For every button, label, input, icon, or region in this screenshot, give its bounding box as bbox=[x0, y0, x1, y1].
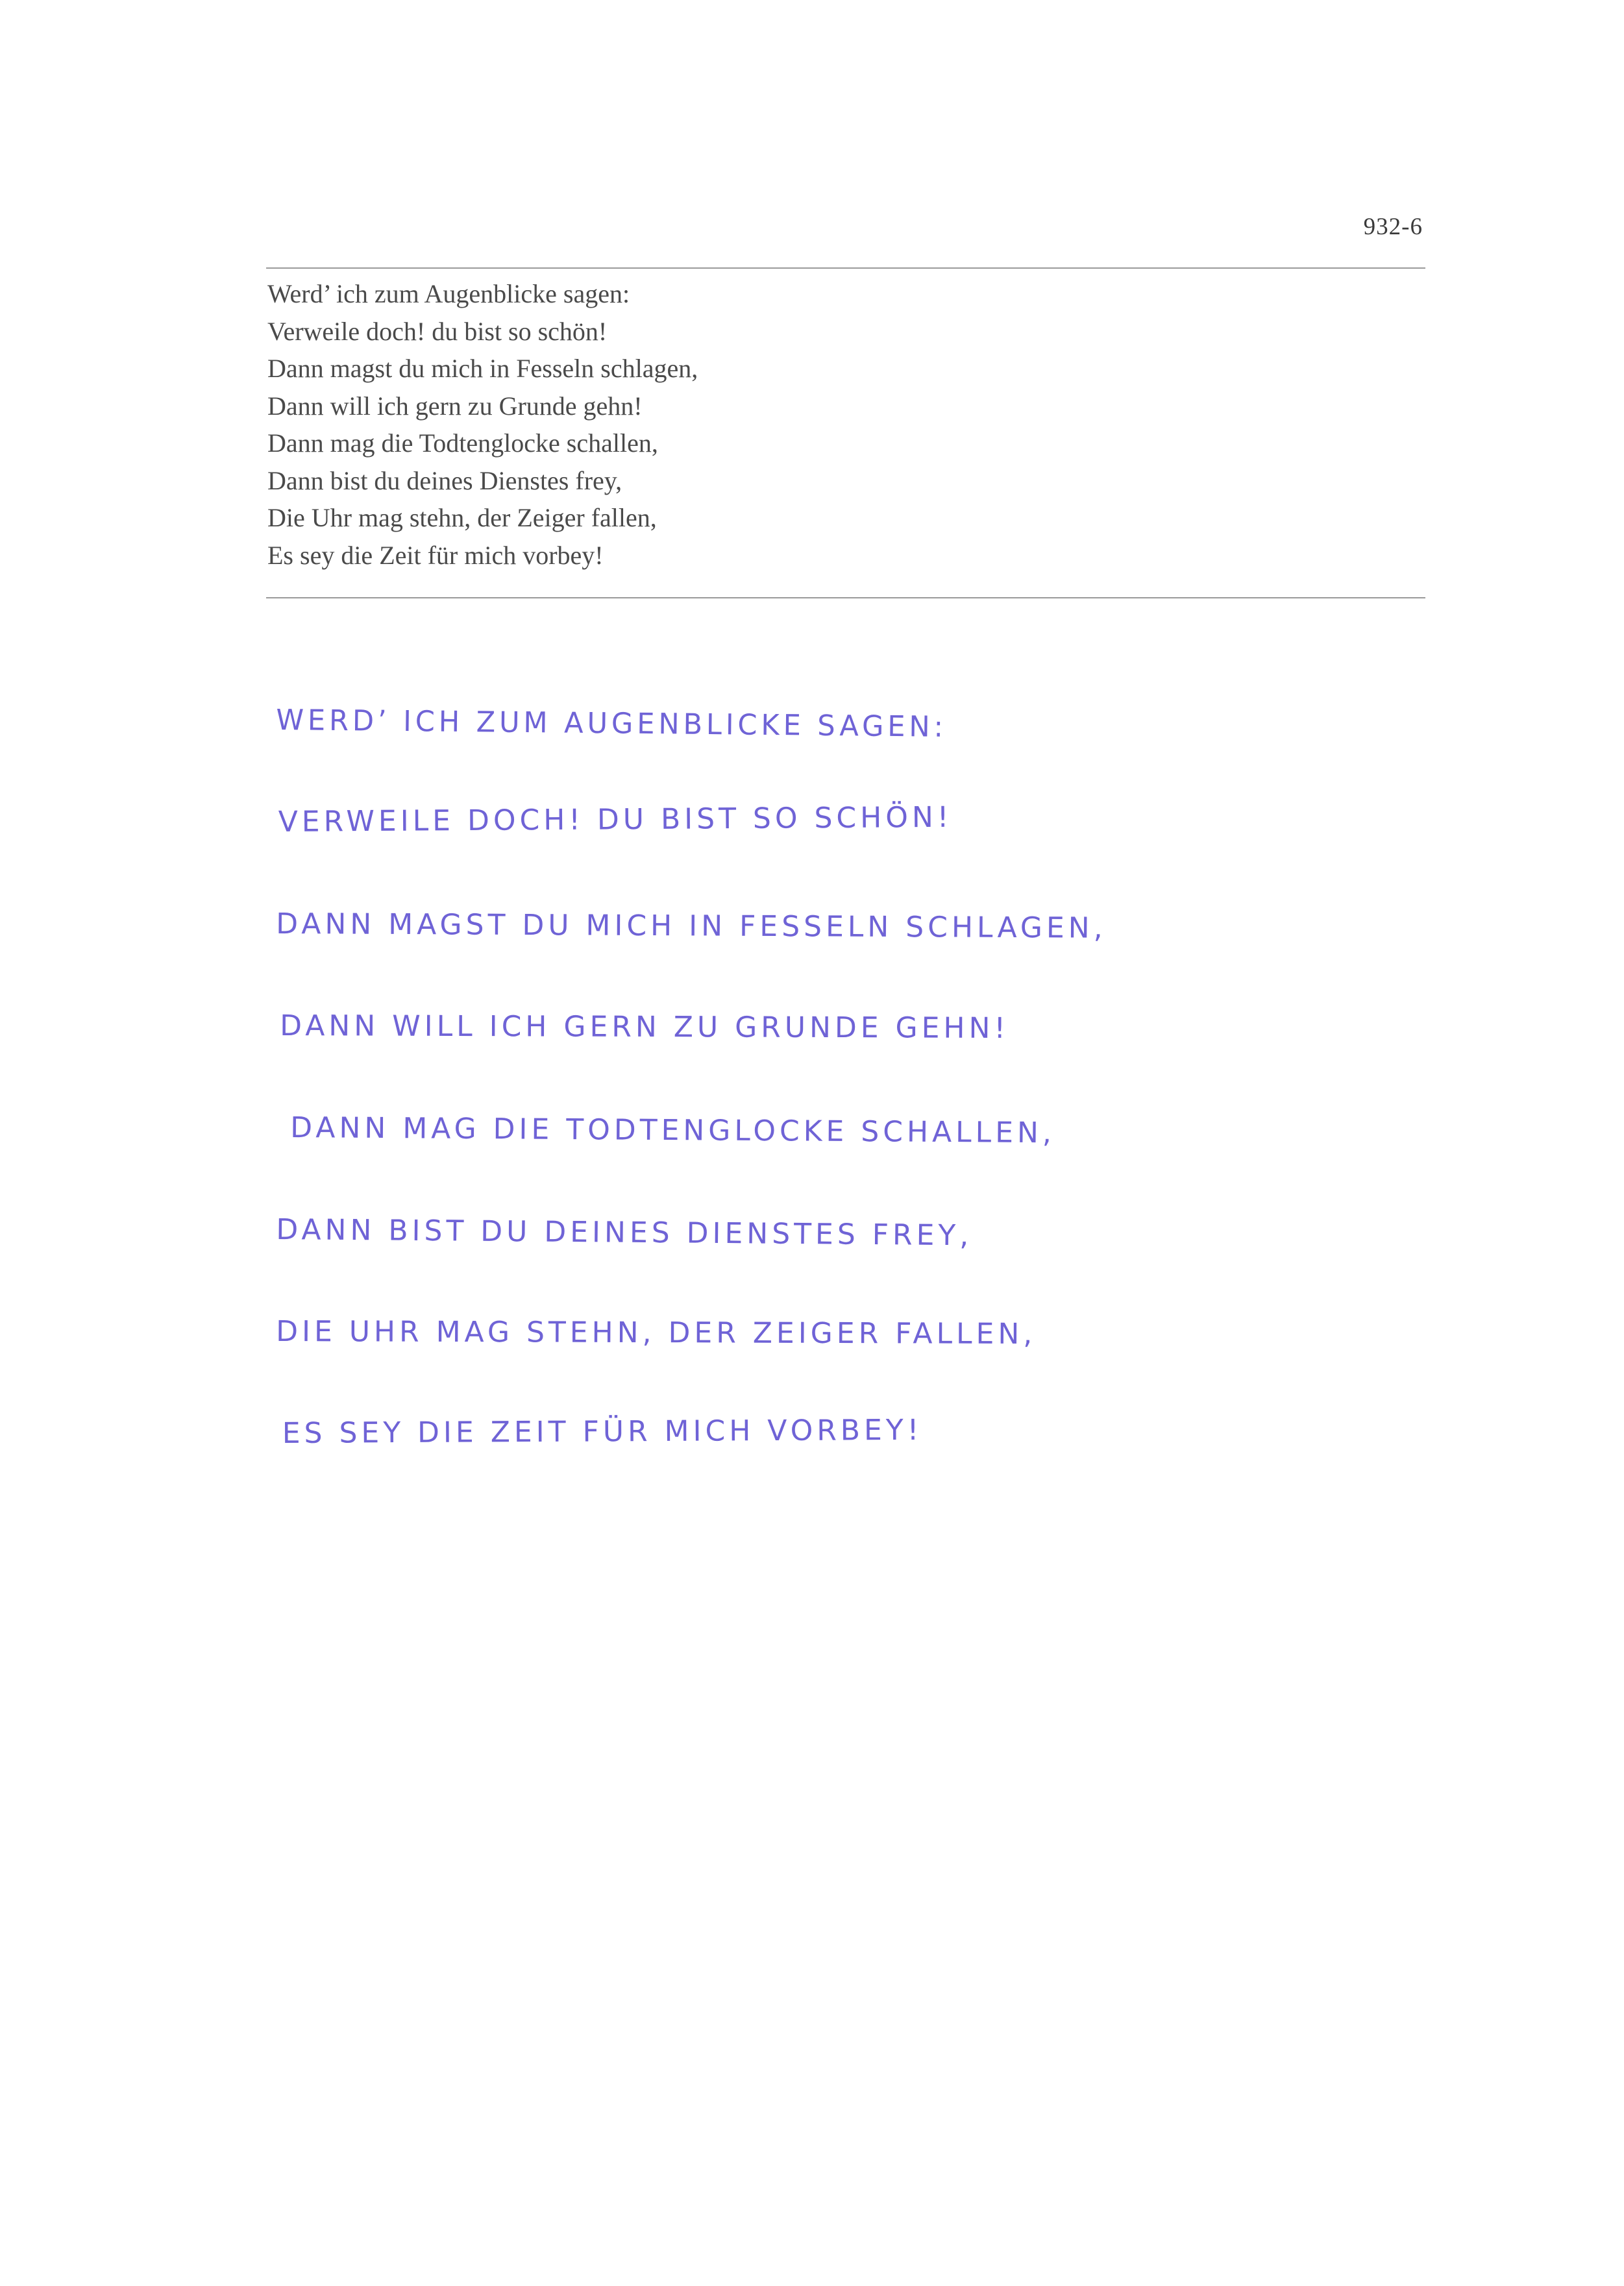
handwritten-line: DANN WILL ICH GERN ZU GRUNDE GEHN! bbox=[280, 1009, 1010, 1045]
printed-line: Verweile doch! du bist so schön! bbox=[267, 316, 608, 346]
printed-line: Es sey die Zeit für mich vorbey! bbox=[267, 540, 604, 570]
printed-line: Dann mag die Todtenglocke schallen, bbox=[267, 428, 658, 458]
bottom-divider bbox=[266, 597, 1425, 598]
handwritten-line: WERD’ ICH ZUM AUGENBLICKE SAGEN: bbox=[276, 704, 948, 744]
handwritten-line: VERWEILE DOCH! DU BIST SO SCHÖN! bbox=[278, 800, 953, 839]
page-number: 932-6 bbox=[1363, 214, 1423, 240]
handwritten-poem bbox=[276, 694, 1249, 1510]
handwritten-line: DANN BIST DU DEINES DIENSTES FREY, bbox=[276, 1213, 973, 1253]
printed-line: Die Uhr mag stehn, der Zeiger fallen, bbox=[267, 503, 657, 532]
printed-line: Dann will ich gern zu Grunde gehn! bbox=[267, 391, 643, 421]
printed-poem bbox=[267, 275, 1423, 574]
printed-line: Dann bist du deines Dienstes frey, bbox=[267, 465, 622, 495]
handwritten-line: ES SEY DIE ZEIT FÜR MICH VORBEY! bbox=[282, 1413, 923, 1451]
printed-line: Dann magst du mich in Fesseln schlagen, bbox=[267, 354, 698, 383]
handwritten-line: DIE UHR MAG STEHN, DER ZEIGER FALLEN, bbox=[276, 1315, 1037, 1351]
handwritten-line: DANN MAG DIE TODTENGLOCKE SCHALLEN, bbox=[290, 1111, 1056, 1150]
printed-line: Werd’ ich zum Augenblicke sagen: bbox=[267, 279, 630, 308]
top-divider bbox=[266, 267, 1425, 269]
handwritten-line: DANN MAGST DU MICH IN FESSELN SCHLAGEN, bbox=[276, 907, 1107, 945]
